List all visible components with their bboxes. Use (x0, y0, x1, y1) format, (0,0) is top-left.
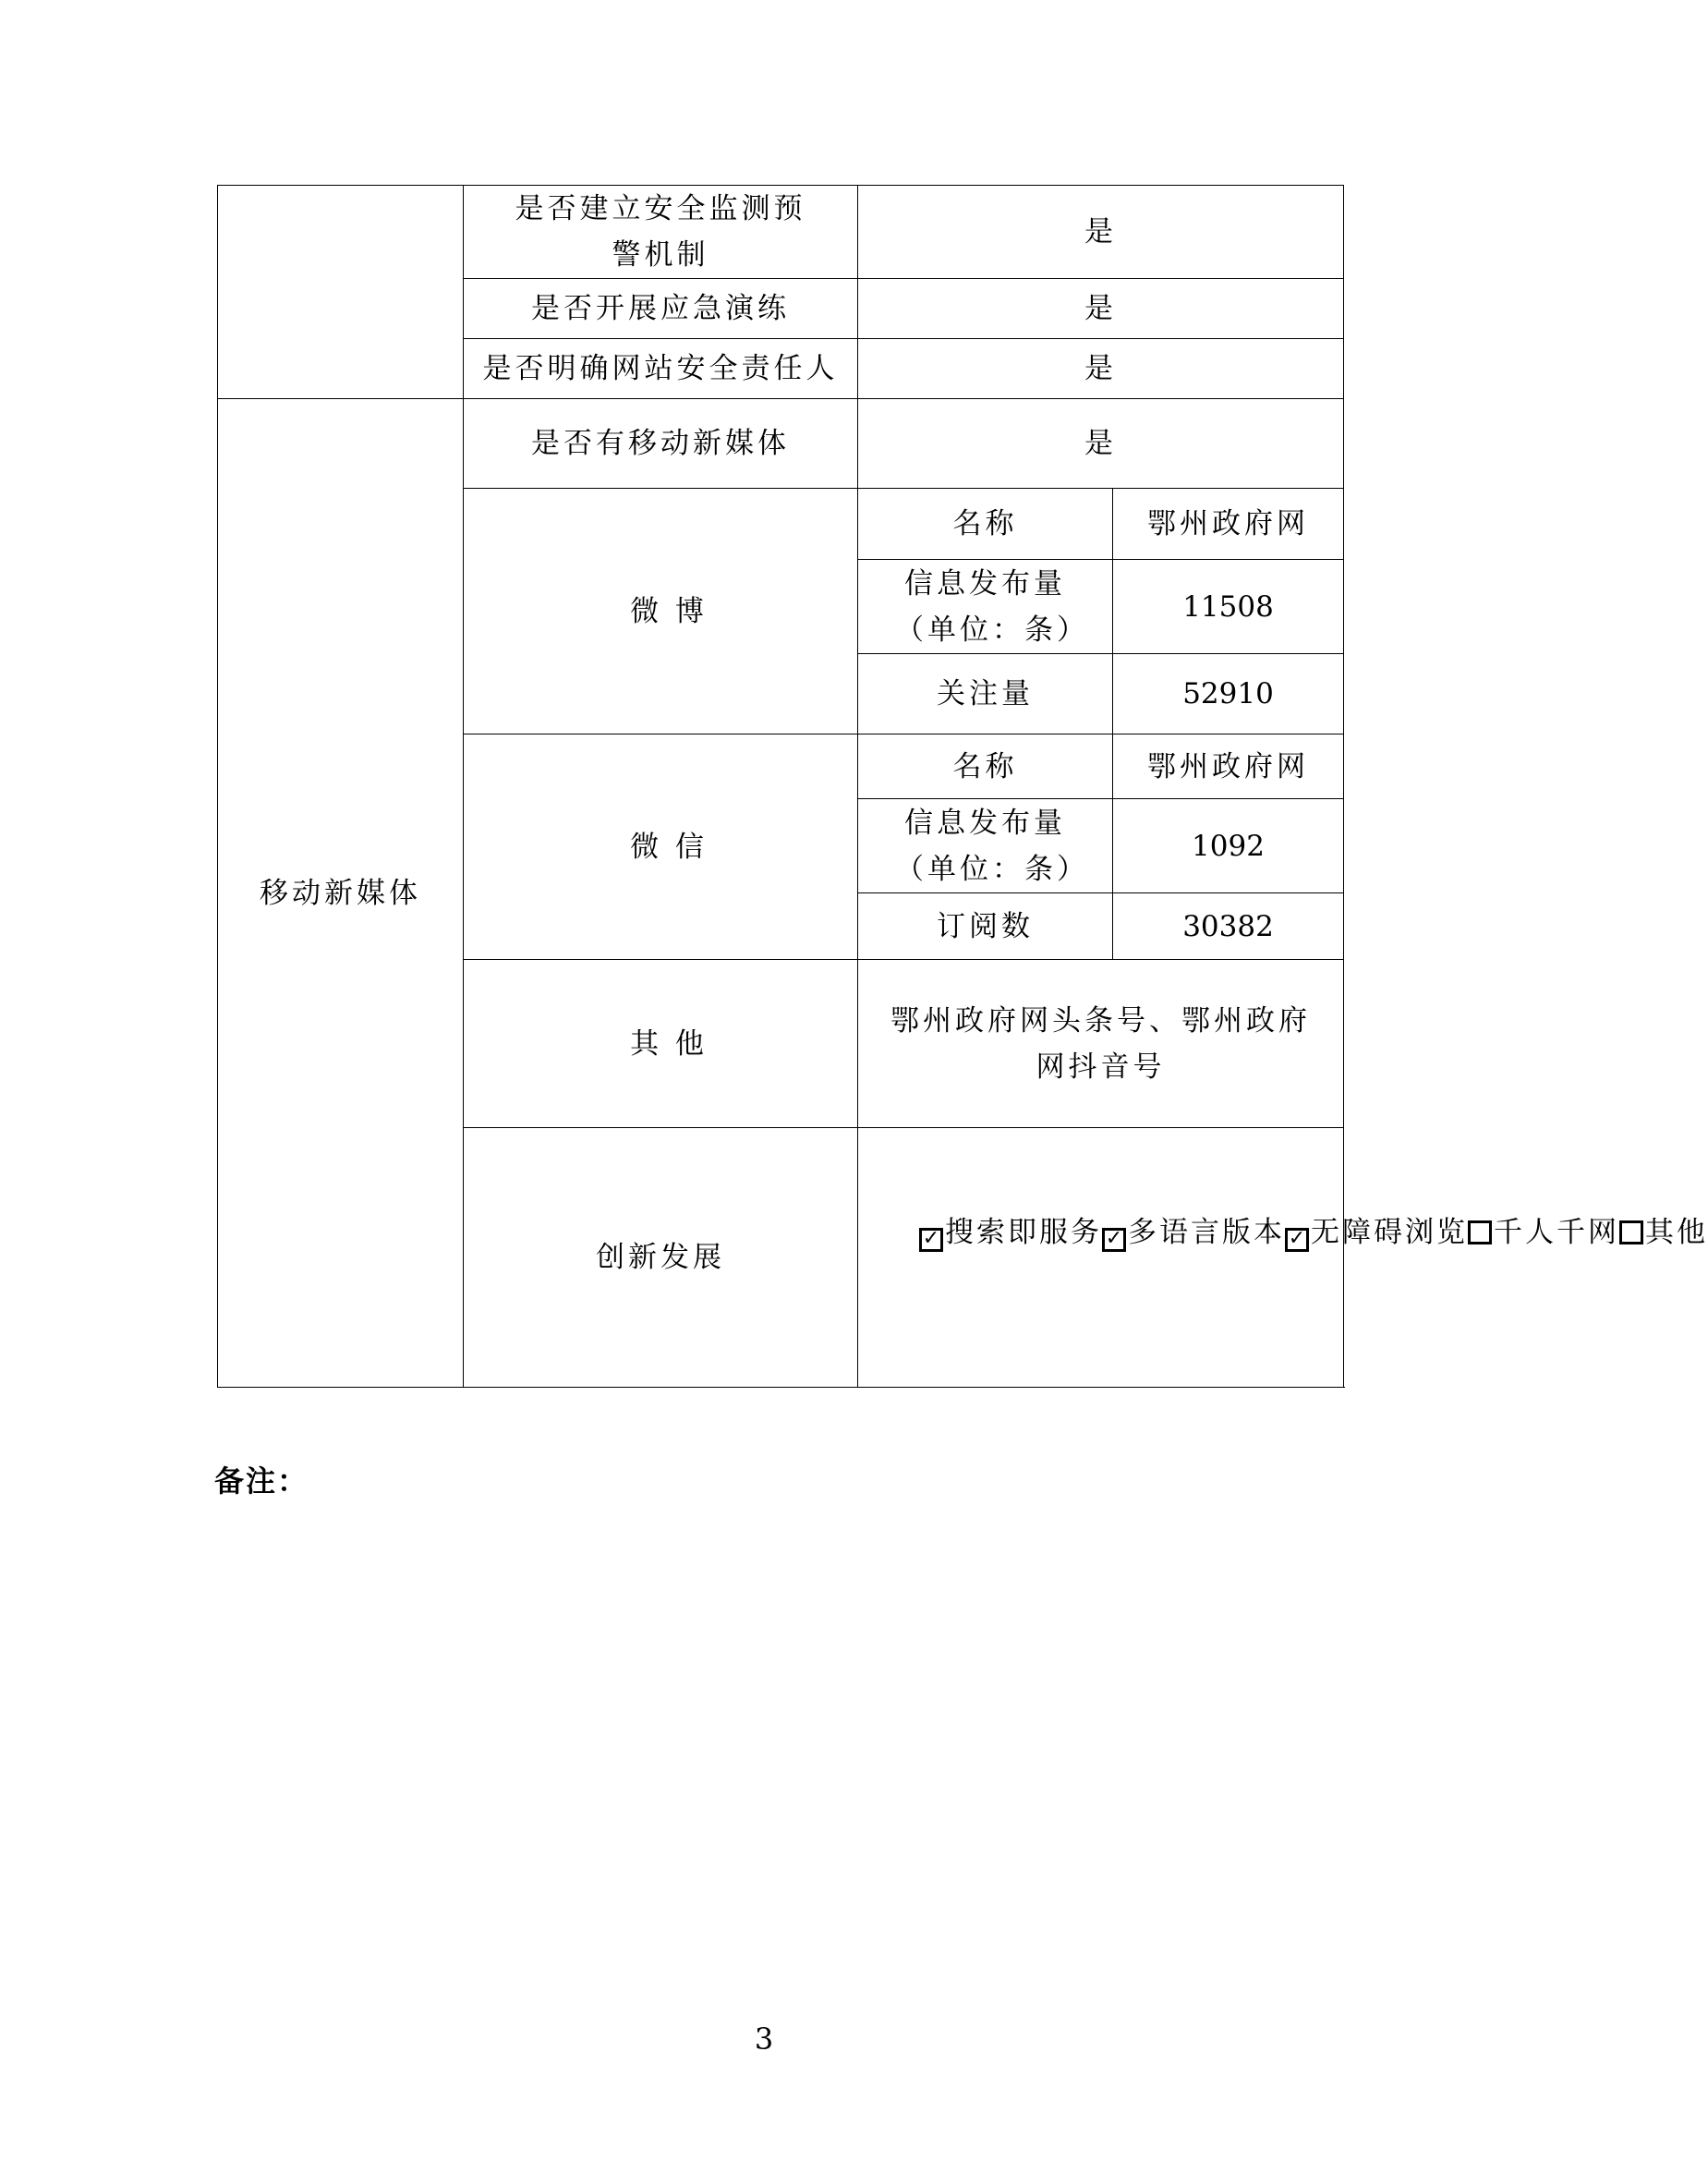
drill-label: 是否开展应急演练 (464, 279, 858, 339)
has-mobile-label: 是否有移动新媒体 (464, 399, 858, 489)
wechat-label: 微 信 (464, 734, 858, 960)
weibo-name-label: 名称 (858, 489, 1113, 560)
wechat-subs-value: 30382 (1113, 893, 1344, 960)
innovation-section-label: 创新发展 (464, 1128, 858, 1388)
remark-label: 备注： (214, 1463, 309, 1499)
other-label: 其 他 (464, 960, 858, 1128)
weibo-name-value: 鄂州政府网 (1113, 489, 1344, 560)
has-mobile-value: 是 (858, 399, 1344, 489)
report-table (217, 185, 1708, 1388)
responsible-value: 是 (858, 339, 1344, 399)
weibo-followers-value: 52910 (1113, 654, 1344, 734)
page-number: 3 (754, 2021, 774, 2057)
checkbox-checked-icon: ✓ (1285, 1228, 1309, 1252)
wechat-name-value: 鄂州政府网 (1113, 734, 1344, 799)
weibo-posts-value: 11508 (1113, 560, 1344, 654)
innovation-option-multilang: ✓ 多语言版本 (1102, 1216, 1285, 1249)
responsible-label: 是否明确网站安全责任人 (464, 339, 858, 399)
mobile-section-label: 移动新媒体 (218, 399, 464, 1388)
weibo-posts-label: 信息发布量（单位：条） (858, 560, 1113, 654)
checkbox-empty-icon (1468, 1220, 1492, 1244)
other-value: 鄂州政府网头条号、鄂州政府网抖音号 (858, 960, 1344, 1128)
wechat-posts-value: 1092 (1113, 799, 1344, 893)
innovation-option-personalized: 千人千网 (1468, 1216, 1619, 1249)
monitoring-value: 是 (858, 186, 1344, 279)
weibo-label: 微 博 (464, 489, 858, 734)
wechat-subs-label: 订阅数 (858, 893, 1113, 960)
weibo-followers-label: 关注量 (858, 654, 1113, 734)
wechat-name-label: 名称 (858, 734, 1113, 799)
wechat-posts-label: 信息发布量（单位：条） (858, 799, 1113, 893)
innovation-option-other: 其他 (1619, 1216, 1708, 1249)
security-section-cell (218, 186, 464, 399)
drill-value: 是 (858, 279, 1344, 339)
checkbox-checked-icon: ✓ (1102, 1228, 1126, 1252)
innovation-option-search: ✓ 搜索即服务 (919, 1216, 1102, 1249)
checkbox-empty-icon (1619, 1220, 1643, 1244)
checkbox-checked-icon: ✓ (919, 1228, 943, 1252)
innovation-options (858, 1128, 1708, 1388)
monitoring-label: 是否建立安全监测预警机制 (464, 186, 858, 279)
innovation-option-accessibility: ✓ 无障碍浏览 (1285, 1216, 1468, 1249)
